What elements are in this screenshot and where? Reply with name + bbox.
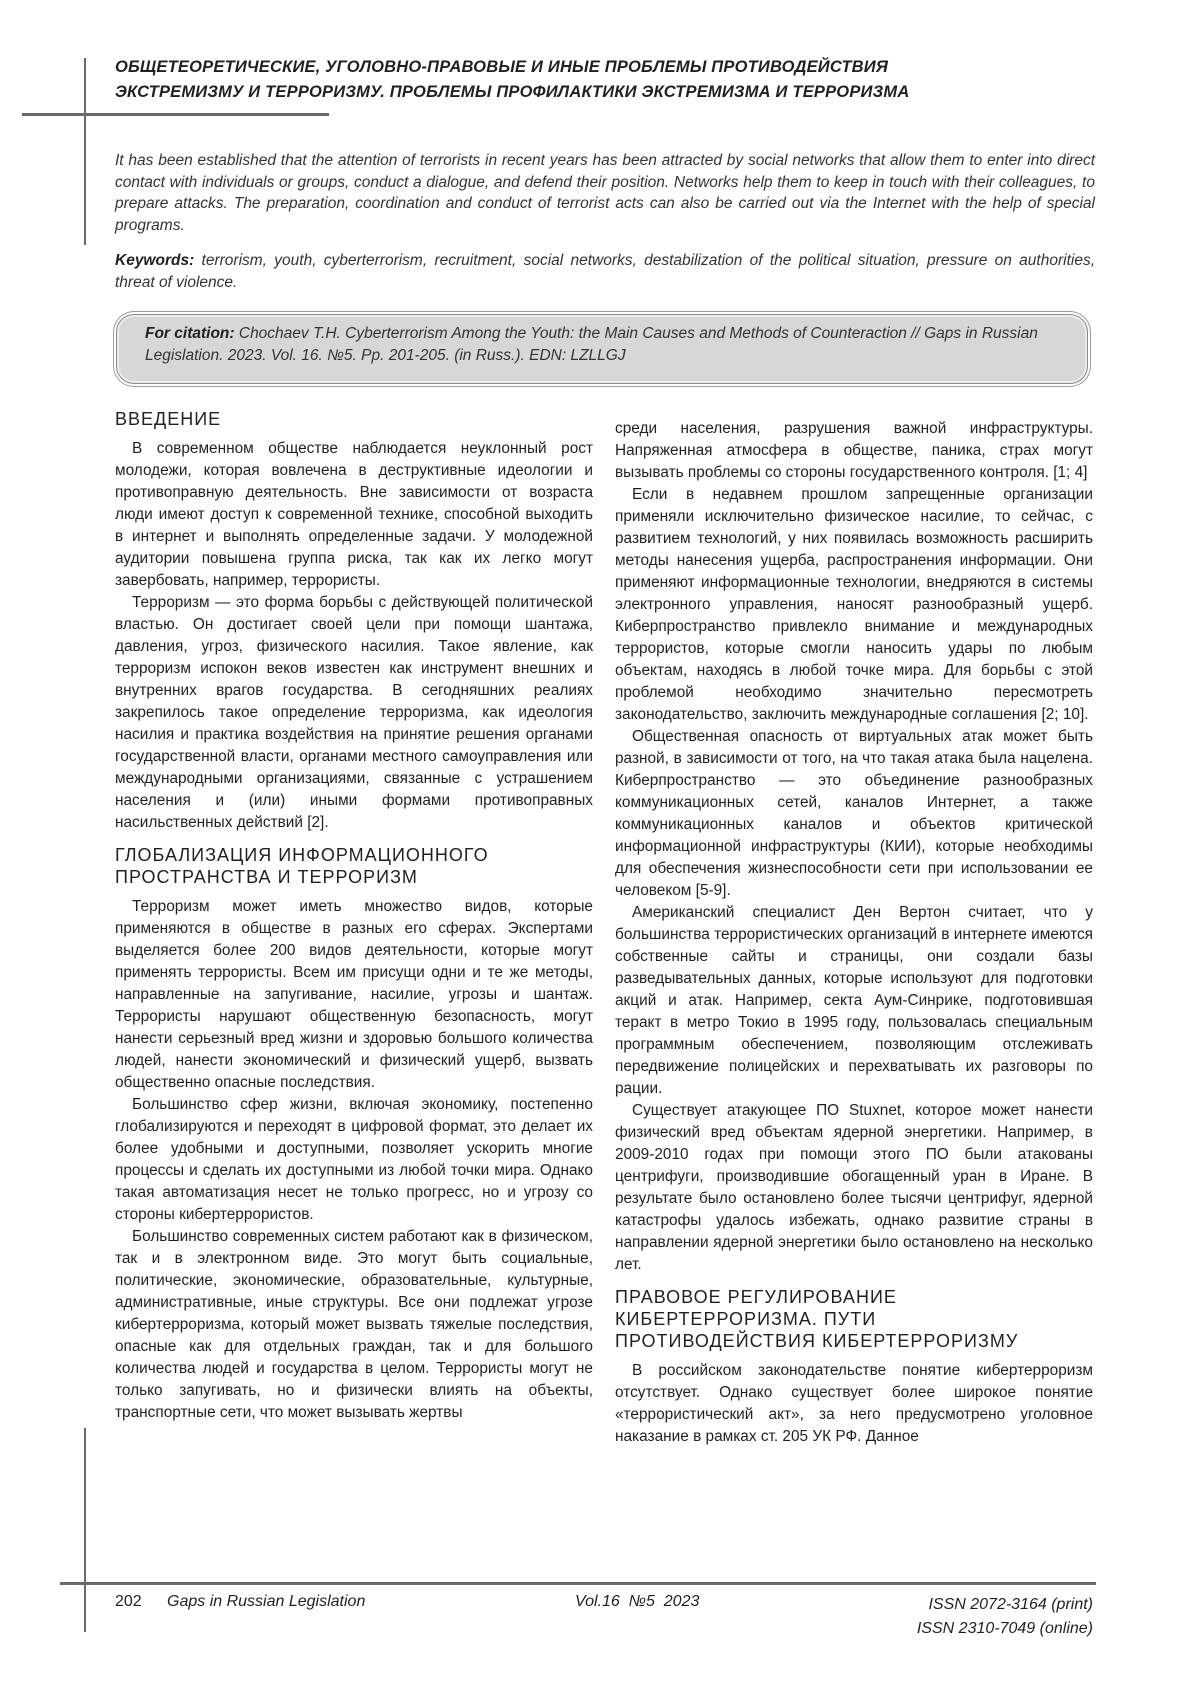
section-heading-legal-regulation: ПРАВОВОЕ РЕГУЛИРОВАНИЕ КИБЕРТЕРРОРИЗМА. ПУТИ ПРОТИВОДЕЙСТВИЯ КИБЕРТЕРРОРИЗМУ: [615, 1287, 1019, 1351]
paragraph: Американский специалист Ден Вертон считает, что у большинства террористических организаций в интернете имеются собственные сайты и страницы, они создали базы разведывательных данных, которые используют для подготовки акций и атак. Например, секта Аум-Синрике, подготовившая теракт в метро Токио в 1995 году, пользовалась специальным программным обеспечением, позволяющим отслеживать передвижение полицейских и перехватывать их разговоры по рации.: [615, 904, 1093, 1097]
keywords: [115, 250, 1095, 293]
paragraph: Терроризм — это форма борьбы с действующей политической властью. Он достигает своей цели при помощи шантажа, давления, угроз, физического насилия. Такое явление, как терроризм испокон веков известен как инструмент внешних и внутренних врагов государства. В сегодняшних реалиях закрепилось такое определение терроризма, как идеология насилия и практика воздействия на принятие решения органами государственной власти, органами местного самоуправления или международными организациями, связанные с устрашением населения и (или) иными формами противоправных насильственных действий [2].: [115, 594, 593, 831]
header-title-line1: ОБЩЕТЕОРЕТИЧЕСКИЕ, УГОЛОВНО-ПРАВОВЫЕ И ИНЫЕ ПРОБЛЕМЫ ПРОТИВОДЕЙСТВИЯ: [115, 58, 889, 76]
section-heading-introduction: ВВЕДЕНИЕ: [115, 409, 222, 429]
running-header: [115, 55, 1115, 105]
section-heading-globalization: ГЛОБАЛИЗАЦИЯ ИНФОРМАЦИОННОГО ПРОСТРАНСТВА И ТЕРРОРИЗМ: [115, 845, 489, 887]
paragraph: Большинство современных систем работают как в физическом, так и в электронном виде. Это могут быть социальные, политические, экономические, образовательные, культурные, административные, иные структуры. Все они подлежат угрозе кибертерроризма, который может вызвать тяжелые последствия, опасные как для отдельных граждан, так и для большого количества людей и государства в целом. Террористы могут не только запугивать, но и физически влиять на объекты, транспортные сети, что может вызывать жертвы: [115, 1228, 593, 1421]
abstract-text: It has been established that the attention of terrorists in recent years has been attracted by social networks that allow them to enter into direct contact with individuals or groups, conduct a dialogue, and defend their position. Networks help them to keep in touch with their colleagues, to prepare attacks. The preparation, coordination and conduct of terrorist acts can also be carried out via the Internet with the help of special programs.: [115, 152, 1095, 234]
header-title-line2: ЭКСТРЕМИЗМУ И ТЕРРОРИЗМУ. ПРОБЛЕМЫ ПРОФИЛАКТИКИ ЭКСТРЕМИЗМА И ТЕРРОРИЗМА: [115, 83, 910, 101]
volume-issue: Vol.16 №5 2023: [575, 1593, 700, 1610]
keywords-text: terrorism, youth, cyberterrorism, recruitment, social networks, destabilization of the political situation, pressure on authorities, threat of violence.: [115, 252, 1095, 291]
paragraph: Общественная опасность от виртуальных атак может быть разной, в зависимости от того, на что такая атака была нацелена. Киберпространство — это объединение разнообразных коммуникационных сетей, каналов Интернет, а также коммуникационных каналов и объектов критической информационной инфраструктуры (КИИ), которые необходимы для обеспечения жизнеспособности сети при использовании ее человеком [5-9].: [615, 728, 1093, 899]
citation-box: [116, 314, 1088, 384]
top-left-vertical-rule: [84, 58, 86, 245]
issn-online: ISSN 2310-7049 (online): [916, 1620, 1093, 1637]
right-column: [615, 418, 1093, 1448]
issn-block: [917, 1593, 1093, 1641]
header-horizontal-rule: [22, 113, 329, 116]
keywords-label: Keywords:: [115, 252, 195, 269]
page-number: 202: [115, 1593, 142, 1610]
paragraph: Существует атакующее ПО Stuxnet, которое может нанести физический вред объектам ядерной энергетики. Например, в 2009-2010 годах при помощи этого ПО были атакованы центрифуги, производившие обогащенный уран в Иране. В результате было остановлено более тысячи центрифуг, ядерной катастрофы удалось избежать, однако развитие страны в направлении ядерной энергетики было остановлено на несколько лет.: [615, 1102, 1093, 1273]
citation-label: For citation:: [145, 325, 235, 342]
journal-name: Gaps in Russian Legislation: [167, 1593, 366, 1610]
footer-horizontal-rule: [60, 1582, 1096, 1585]
paragraph-continued: среди населения, разрушения важной инфраструктуры. Напряженная атмосфера в обществе, паника, страх могут вызывать проблемы со стороны государственного контроля. [1; 4]: [615, 420, 1093, 481]
bottom-left-vertical-rule: [84, 1428, 86, 1632]
paragraph: В современном обществе наблюдается неуклонный рост молодежи, которая вовлечена в деструктивные идеологии и противоправную деятельность. Вне зависимости от возраста люди имеют доступ к современной технике, способной выходить в интернет и выполнять определенные задачи. У молодежной аудитории повышена группа риска, так как их легко могут завербовать, например, террористы.: [115, 440, 593, 589]
citation-body: Chochaev T.H. Cyberterrorism Among the Youth: the Main Causes and Methods of Counteraction // Gaps in Russian Legislation. 2023. Vol. 16. №5. Pp. 201-205. (in Russ.). EDN: LZLLGJ: [145, 325, 1038, 364]
left-column: [115, 408, 593, 1424]
paragraph: Большинство сфер жизни, включая экономику, постепенно глобализируются и переходят в цифровой формат, это делает их более удобными и доступными, позволяет ускорить многие процессы и сделать их доступными из любой точки мира. Однако такая автоматизация несет не только прогресс, но и угрозу со стороны кибертеррористов.: [115, 1096, 593, 1223]
paragraph: В российском законодательстве понятие кибертерроризм отсутствует. Однако существует более широкое понятие «террористический акт», за него предусмотрено уголовное наказание в рамках ст. 205 УК РФ. Данное: [615, 1362, 1093, 1445]
paragraph: Терроризм может иметь множество видов, которые применяются в обществе в разных его сферах. Экспертами выделяется более 200 видов деятельности, которые могут применять террористы. Всем им присущи одни и те же методы, направленные на запугивание, насилие, угрозы и шантаж. Террористы нарушают общественную безопасность, могут нанести серьезный вред жизни и здоровью большого количества людей, нанести экономический и физический ущерб, вызвать общественно опасные последствия.: [115, 898, 593, 1091]
paragraph: Если в недавнем прошлом запрещенные организации применяли исключительно физическое насилие, то сейчас, с развитием технологий, у них появилась возможность расширить методы нанесения ущерба, распространения информации. Они применяют информационные технологии, внедряются в системы электронного управления, наносят разнообразный ущерб. Киберпространство привлекло внимание и международных террористов, которые смогли наносить удары по любым объектам, находясь в любой точке мира. Для борьбы с этой проблемой необходимо значительно пересмотреть законодательство, заключить международные соглашения [2; 10].: [615, 486, 1093, 723]
issn-print: ISSN 2072-3164 (print): [928, 1596, 1093, 1613]
citation-text: [145, 323, 1075, 367]
